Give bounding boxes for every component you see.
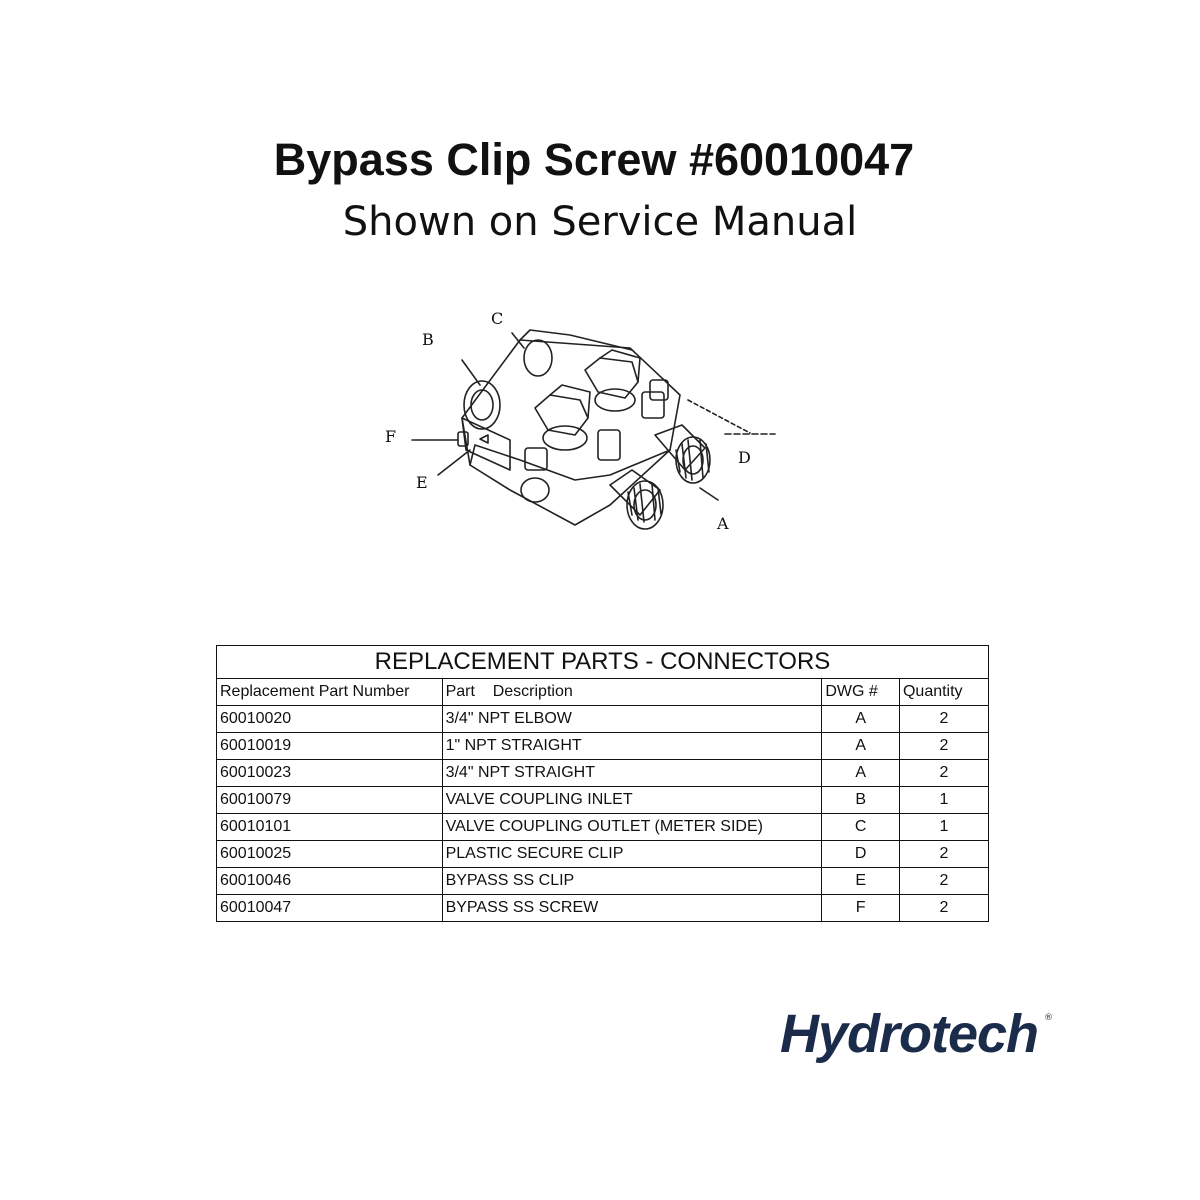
table-title: REPLACEMENT PARTS - CONNECTORS	[217, 646, 989, 679]
quantity-cell: 2	[899, 841, 988, 868]
table-row	[217, 733, 989, 760]
table-row	[217, 841, 989, 868]
table-row	[217, 787, 989, 814]
description-cell: BYPASS SS CLIP	[442, 868, 822, 895]
quantity-cell: 2	[899, 868, 988, 895]
quantity-cell: 2	[899, 706, 988, 733]
registered-mark: ®	[1044, 1013, 1053, 1023]
table-header-row	[217, 679, 989, 706]
table-row	[217, 814, 989, 841]
column-header-description: Part Description	[442, 679, 822, 706]
bypass-valve-drawing	[370, 300, 810, 550]
part-number-cell: 60010023	[217, 760, 443, 787]
page-title: Bypass Clip Screw #60010047	[273, 134, 915, 185]
bypass-valve-diagram	[370, 300, 810, 550]
quantity-cell: 2	[899, 895, 988, 922]
dwg-cell: D	[822, 841, 900, 868]
dwg-cell: E	[822, 868, 900, 895]
replacement-parts-table	[216, 645, 989, 922]
table-row	[217, 868, 989, 895]
quantity-cell: 1	[899, 787, 988, 814]
part-number-cell: 60010047	[217, 895, 443, 922]
description-cell: 3/4" NPT STRAIGHT	[442, 760, 822, 787]
dwg-cell: A	[822, 706, 900, 733]
quantity-cell: 2	[899, 733, 988, 760]
part-number-cell: 60010025	[217, 841, 443, 868]
description-cell: 1" NPT STRAIGHT	[442, 733, 822, 760]
diagram-label-b: B	[422, 330, 434, 349]
dwg-cell: B	[822, 787, 900, 814]
part-number-cell: 60010019	[217, 733, 443, 760]
dwg-cell: A	[822, 760, 900, 787]
column-header-quantity: Quantity	[899, 679, 988, 706]
diagram-label-e: E	[416, 473, 428, 492]
quantity-cell: 2	[899, 760, 988, 787]
dwg-cell: C	[822, 814, 900, 841]
description-cell: VALVE COUPLING INLET	[442, 787, 822, 814]
table-row	[217, 760, 989, 787]
table-row	[217, 895, 989, 922]
description-cell: PLASTIC SECURE CLIP	[442, 841, 822, 868]
dwg-cell: F	[822, 895, 900, 922]
table-title-row	[217, 646, 989, 679]
description-cell: BYPASS SS SCREW	[442, 895, 822, 922]
table-row	[217, 706, 989, 733]
diagram-label-a: A	[717, 514, 729, 533]
part-number-cell: 60010020	[217, 706, 443, 733]
description-cell: 3/4" NPT ELBOW	[442, 706, 822, 733]
hydrotech-logo: Hydrotech	[780, 1004, 1039, 1064]
column-header-dwg: DWG #	[822, 679, 900, 706]
part-number-cell: 60010046	[217, 868, 443, 895]
diagram-label-d: D	[738, 448, 751, 467]
diagram-label-f: F	[385, 427, 397, 446]
part-number-cell: 60010079	[217, 787, 443, 814]
quantity-cell: 1	[899, 814, 988, 841]
part-number-cell: 60010101	[217, 814, 443, 841]
page-subtitle: Shown on Service Manual	[342, 199, 858, 245]
column-header-part-number: Replacement Part Number	[217, 679, 443, 706]
diagram-label-c: C	[491, 309, 504, 328]
description-cell: VALVE COUPLING OUTLET (METER SIDE)	[442, 814, 822, 841]
dwg-cell: A	[822, 733, 900, 760]
